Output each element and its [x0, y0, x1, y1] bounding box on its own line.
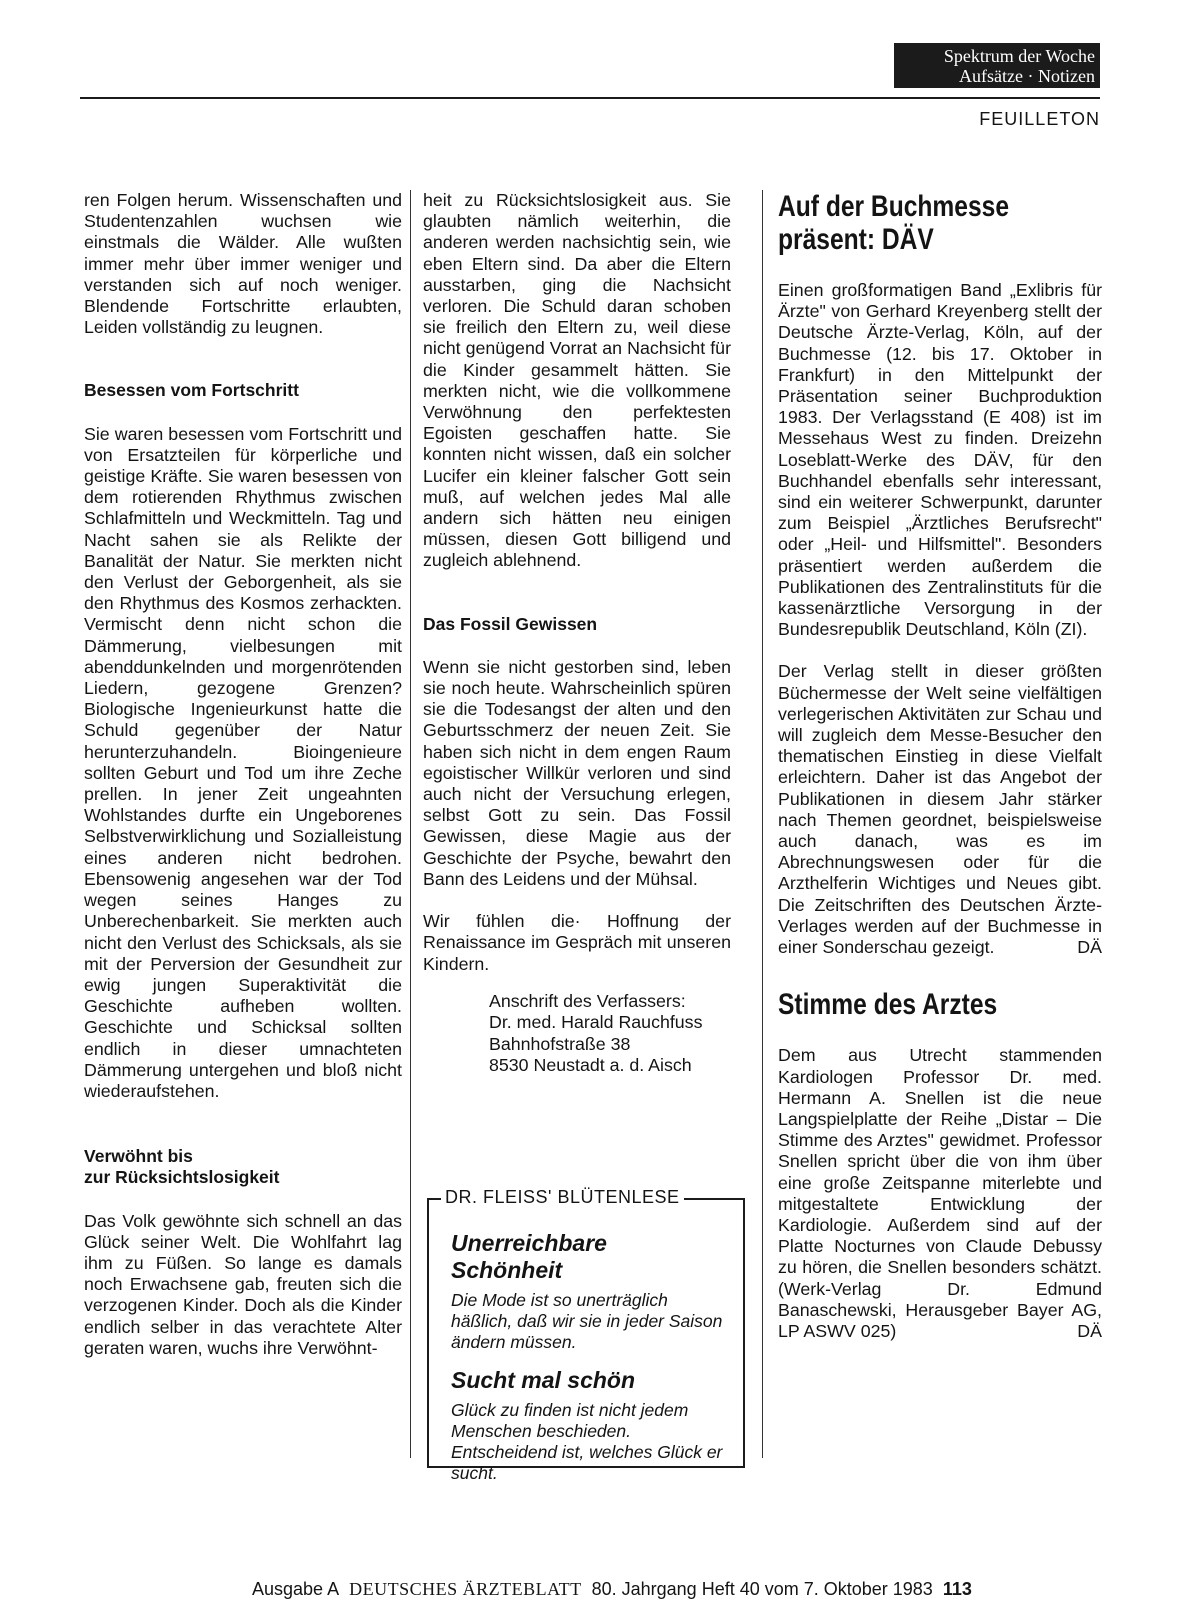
- col1-paragraph-2: Sie waren besessen vom Fortschritt und von Ersatzteilen für körperliche und geistige Kräfte. Sie waren besessen von dem rotierenden Rhythmus zwischen Schlafmitteln und Weckmitteln. Tag und Nacht sahen sie als Relikte der Banalität der Natur. Sie merkten nicht den Verlust der Geborgenheit, als sie den Rhythmus des Kosmos zerhackten. Vermischt denn nicht schon die Dämmerung, vielbesungen mit abenddunkelnden und morgenrötenden Liedern, gezogene Grenzen? Biologische Ingenieurkunst hatte die Schuld gegenüber der Natur herunterzuhandeln. Bioingenieure sollten Geburt und Tod um ihre Zeche prellen. In jener Zeit ungeahnten Wohlstandes durfte ein Ungeborenes Selbstverwirklichung und Sozialleistung eines anderen nicht bedrohen. Ebensowenig angesehen war der Tod wegen seines Hanges zu Unberechenbarkeit. Sie merkten auch nicht den Verlust des Schicksals, als sie mit der Perversion der Gesundheit zur ewig jungen Superaktivität die Geschichte aufheben wollten. Geschichte und Schicksal sollten endlich in dieser umnachteten Dämmerung untergehen und bloß nicht wiederaufstehen.: [84, 423, 402, 1101]
- col2-paragraph-3: Wir fühlen die· Hoffnung der Renaissance im Gespräch mit unseren Kindern.: [423, 911, 731, 974]
- col3-paragraph-3: [778, 1045, 1102, 1342]
- address-line-3: Bahnhofstraße 38: [489, 1033, 631, 1054]
- signature-1: DÄ: [1077, 937, 1102, 958]
- section-label: FEUILLETON: [979, 109, 1100, 129]
- col1-subhead-2-line-2: zur Rücksichtslosigkeit: [84, 1167, 280, 1188]
- badge-line-1: Spektrum der Woche: [943, 46, 1095, 66]
- col1-subhead-2: [84, 1146, 402, 1188]
- col2-paragraph-1: heit zu Rücksichtslosigkeit aus. Sie glaubten nämlich weiterhin, die anderen werden nachsichtig sein, wie eben Eltern sind. Da aber die Eltern ausstarben, ging die Nachsicht verloren. Die Schuld daran schoben sie freilich den Eltern zu, weil diese nicht genügend Vorrat an Nachsicht für die Kinder gesammelt hätten. Sie merkten nicht, wie die vollkommene Verwöhnung den perfektesten Egoisten geschaffen hatte. Sie konnten nicht wissen, daß ein solcher Lucifer ein kleiner falscher Gott sein muß, auf welchen jedes Mal alle andern sich hätten neu einigen müssen, diesen Gott billigend und zugleich ablehnend.: [423, 190, 731, 571]
- address-line-4: 8530 Neustadt a. d. Aisch: [489, 1055, 692, 1076]
- col3-paragraph-2-text: Der Verlag stellt in dieser größten Büchermesse der Welt seine vielfältigen verlegerischen Aktivitäten zur Schau und will zugleich dem Messe-Besucher den thematischen Einstieg in diese Vielfalt erleichtern. Daher ist das Angebot der Publikationen in diesem Jahr stärker nach Themen geordnet, beispielsweise auch danach, was es im Abrechnungswesen oder für die Arzthelferin Wichtiges und Neues gibt. Die Zeitschriften des Deutschen Ärzte-Verlages werden auf der Buchmesse in einer Sonderschau gezeigt.: [778, 661, 1102, 958]
- page-footer: [252, 1579, 972, 1600]
- column-2: [423, 190, 731, 1077]
- quote-heading-1: Unerreichbare Schönheit: [451, 1230, 607, 1283]
- col1-subhead-1: Besessen vom Fortschritt: [84, 380, 299, 401]
- column-rule-1: [410, 190, 411, 1458]
- quote-box-title: DR. FLEISS' BLÜTENLESE: [441, 1187, 684, 1208]
- header-rule: [80, 97, 1100, 99]
- page-number: 113: [942, 1579, 972, 1599]
- article-title-1-line-1: Auf der Buchmesse: [778, 190, 1010, 223]
- address-line-2: Dr. med. Harald Rauchfuss: [489, 1012, 703, 1033]
- quote-box-content: [451, 1230, 723, 1484]
- quote-text-2: Glück zu finden ist nicht jedem Menschen beschieden. Entscheidend ist, welches Glück er sucht.: [451, 1400, 723, 1483]
- col3-paragraph-1: Einen großformatigen Band „Exlibris für Ärzte" von Gerhard Kreyenberg stellt der Deutsche Ärzte-Verlag, Köln, auf der Buchmesse (12. bis 17. Oktober in Frankfurt) in den Mittelpunkt der Präsentation seiner Buchproduktion 1983. Der Verlagsstand (E 408) ist im Messehaus West zu finden. Dreizehn Loseblatt-Werke des DÄV, für den Buchhandel ebenfalls sehr interessant, sind ein weiterer Schwerpunkt, darunter zum Beispiel „Ärztliches Berufsrecht" oder „Heil- und Hilfsmittel". Besonders präsentiert werden außerdem die Publikationen des Zentralinstituts für die kassenärztliche Versorgung in der Bundesrepublik Deutschland, Köln (ZI).: [778, 280, 1102, 640]
- col3-paragraph-2: [778, 661, 1102, 958]
- column-rule-2: [762, 190, 763, 1458]
- col1-paragraph-1: ren Folgen herum. Wissenschaften und Studentenzahlen wuchsen wie einstmals die Wälder. Alle wußten immer mehr über immer weniger und verstanden sich auf noch weniger. Blendende Fortschritte erlaubten, Leiden vollständig zu leugnen.: [84, 190, 402, 338]
- footer-magazine: DEUTSCHES ÄRZTEBLATT: [349, 1579, 582, 1599]
- column-1: [84, 190, 402, 1359]
- signature-2: DÄ: [1077, 1320, 1102, 1341]
- author-address: [489, 991, 731, 1077]
- article-title-1-line-2: präsent: DÄV: [778, 223, 934, 256]
- address-line-1: Anschrift des Verfassers:: [489, 990, 686, 1011]
- quote-heading-2: Sucht mal schön: [451, 1367, 636, 1393]
- badge-line-2: Aufsätze · Notizen: [959, 66, 1095, 86]
- article-title-2: Stimme des Arztes: [778, 988, 998, 1022]
- article-title-1: [778, 190, 1044, 256]
- col2-paragraph-2: Wenn sie nicht gestorben sind, leben sie noch heute. Wahrscheinlich spüren sie die Todesangst der alten und den Geburtsschmerz der neuen Zeit. Sie haben sich nicht in dem engen Raum egoistischer Willkür verloren und sind auch nicht der Versuchung erlegen, selbst Gott zu sein. Das Fossil Gewissen, diese Magie aus der Geschichte der Psyche, bewahrt den Bann des Leidens und der Mühsal.: [423, 656, 731, 889]
- col2-subhead-1: Das Fossil Gewissen: [423, 613, 598, 634]
- quote-box: [427, 1187, 745, 1483]
- section-badge: [894, 43, 1100, 88]
- column-3: [778, 190, 1102, 1342]
- quote-text-1: Die Mode ist so unerträglich häßlich, daß wir sie in jeder Saison ändern müssen.: [451, 1290, 723, 1352]
- footer-edition: Ausgabe A: [252, 1579, 340, 1599]
- col1-paragraph-3: Das Volk gewöhnte sich schnell an das Glück seiner Welt. Die Wohlfahrt lag ihm zu Füßen. So lange es damals noch Erwachsene gab, freuten sich die verzogenen Kinder. Doch als die Kinder endlich selber in das verachtete Alter geraten waren, wuchs ihre Verwöhnt-: [84, 1210, 402, 1358]
- footer-issue: 80. Jahrgang Heft 40 vom 7. Oktober 1983: [591, 1579, 933, 1599]
- col3-paragraph-3-text: Dem aus Utrecht stammenden Kardiologen Professor Dr. med. Hermann A. Snellen ist die neue Langspielplatte der Reihe „Distar – Die Stimme des Arztes" gewidmet. Professor Snellen spricht über die von ihm über eine große Zeitspanne miterlebte und mitgestaltete Entwicklung der Kardiologie. Außerdem sind auf der Platte Nocturnes von Claude Debussy zu hören, die Snellen besonders schätzt. (Werk-Verlag Dr. Edmund Banaschewski, Herausgeber Bayer AG, LP ASWV 025): [778, 1045, 1102, 1341]
- col1-subhead-2-line-1: Verwöhnt bis: [84, 1146, 193, 1167]
